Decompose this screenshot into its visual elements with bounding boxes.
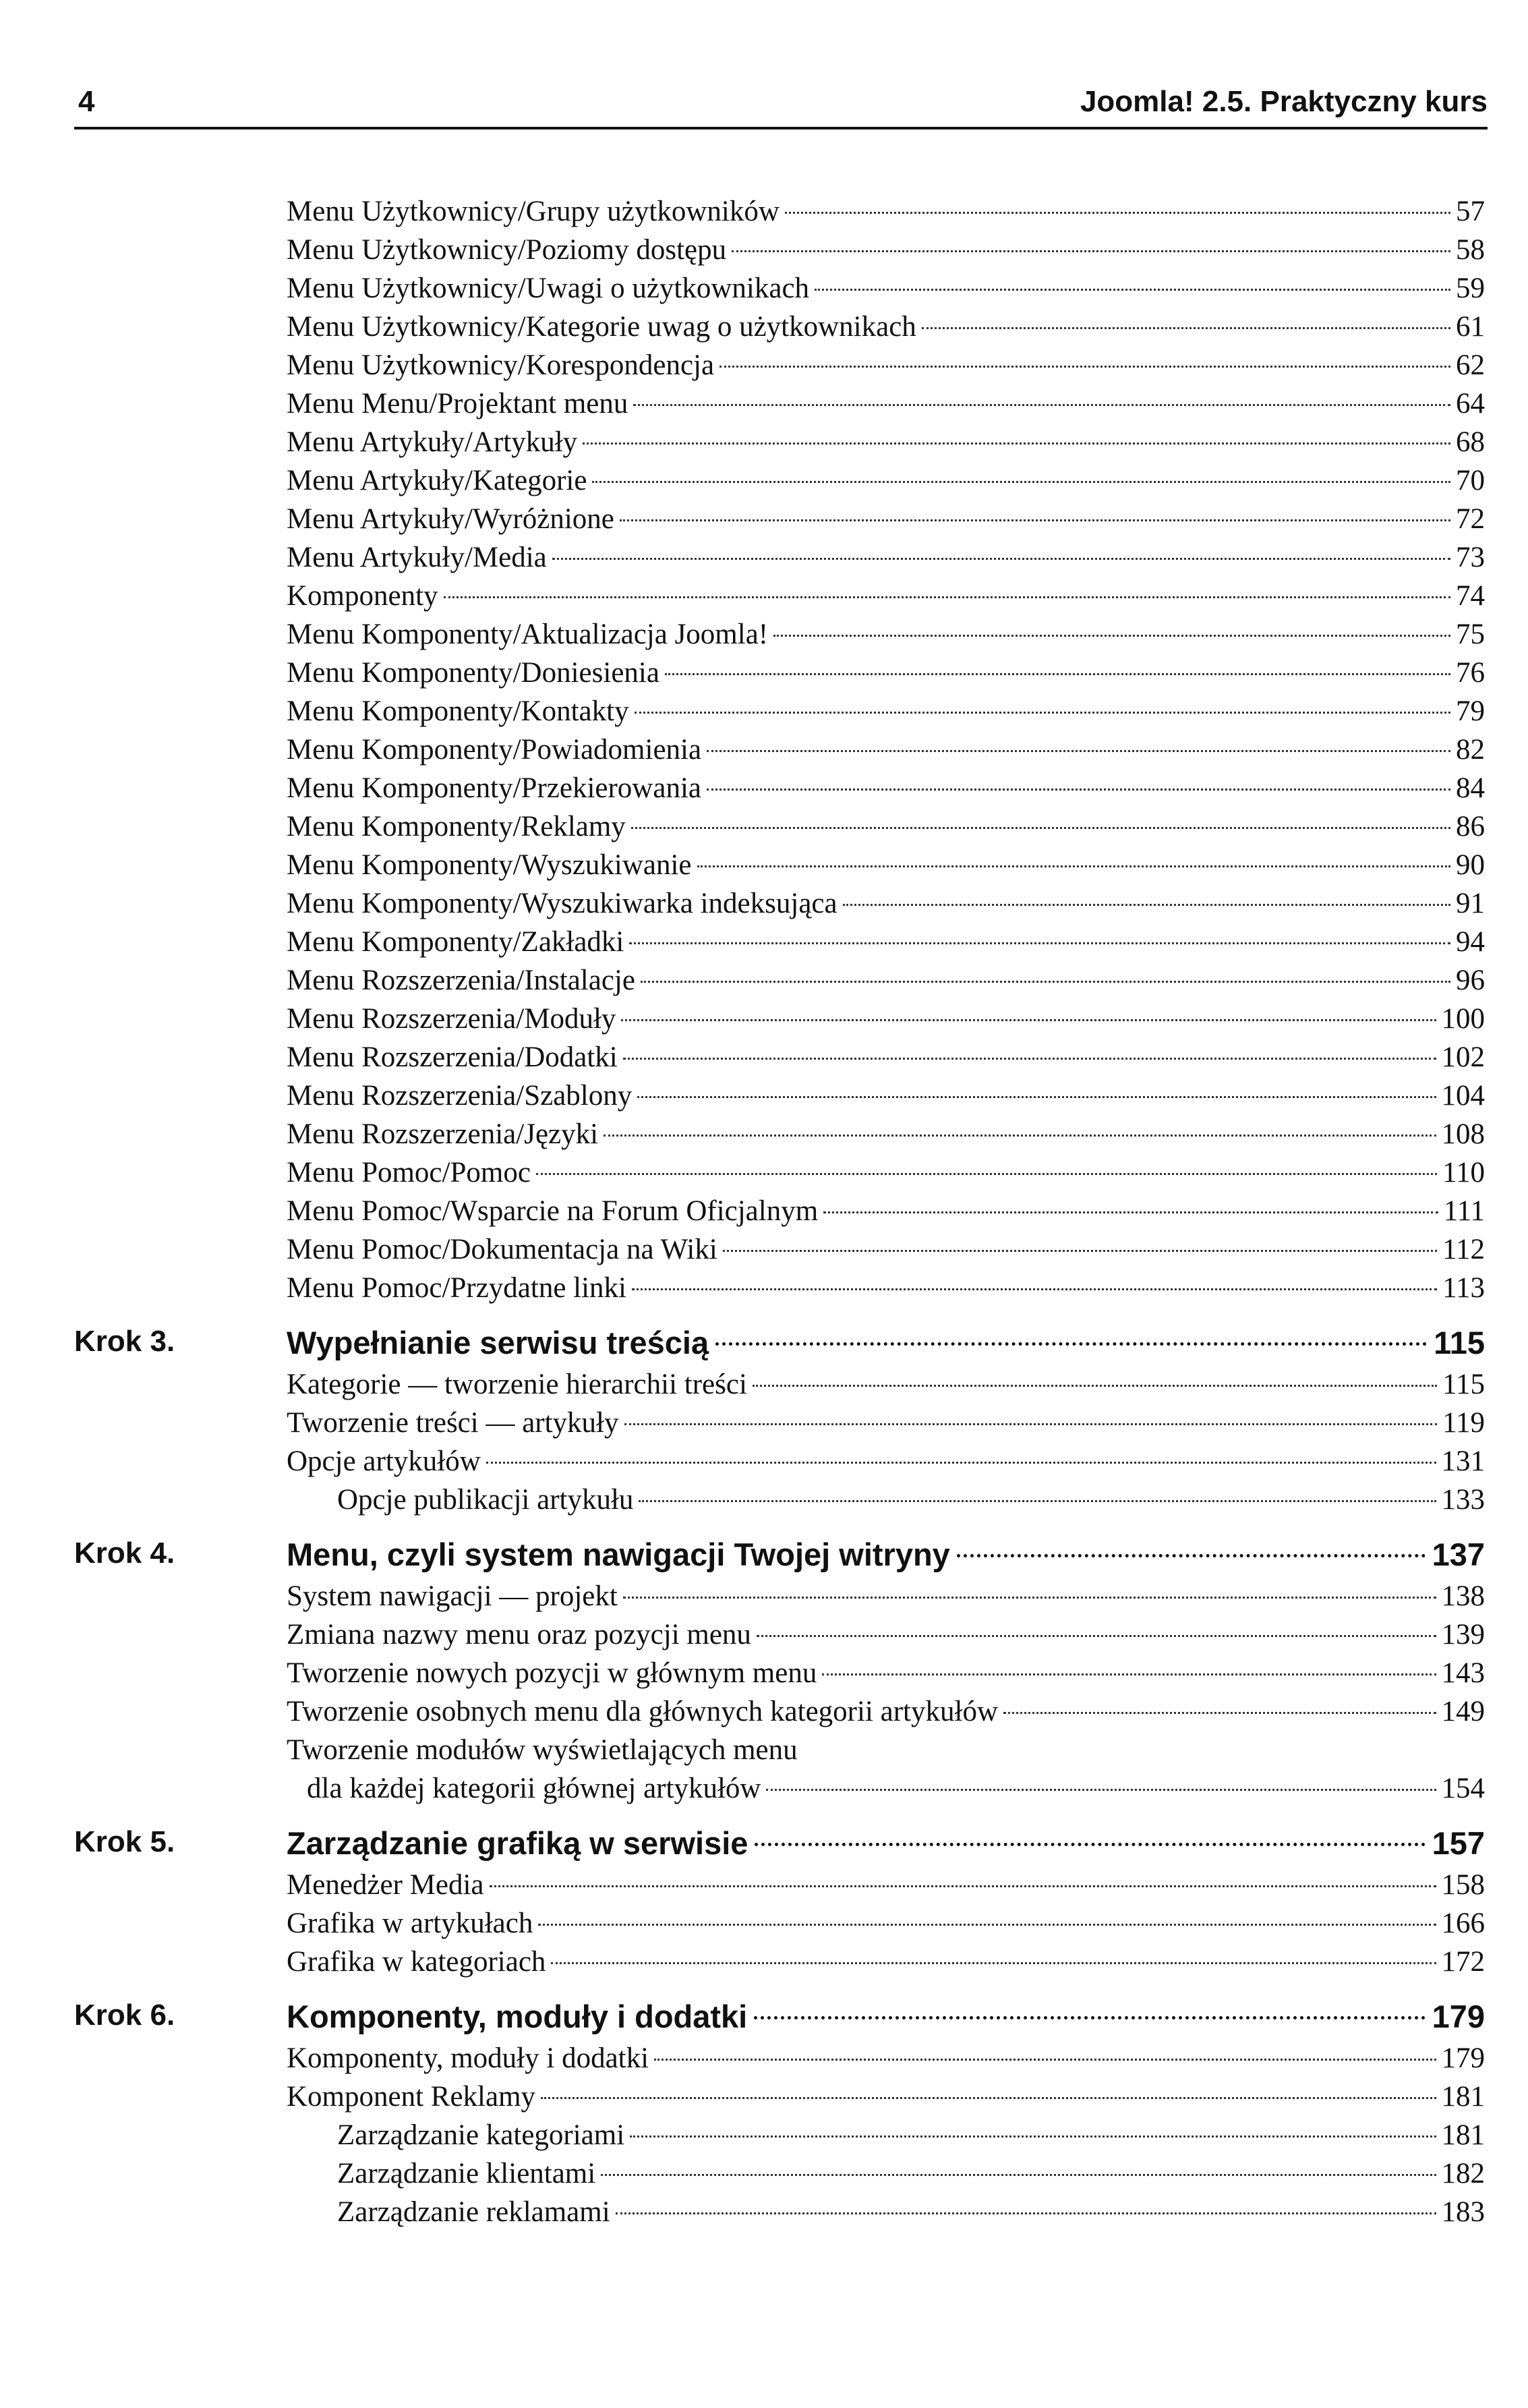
toc-entry-page: 115 [1442, 1369, 1485, 1400]
chapter-heading [0, 1995, 1528, 2039]
toc-entry-title: Menu Rozszerzenia/Szablony [287, 1080, 633, 1112]
dot-leader [621, 1019, 1436, 1021]
toc-entry-title: Menu Komponenty/Reklamy [287, 811, 626, 842]
toc-entry-page: 79 [1456, 695, 1485, 727]
toc-entry-title: Menu Użytkownicy/Kategorie uwag o użytkownikach [287, 311, 916, 343]
toc-entry [0, 730, 1528, 769]
dot-leader [665, 673, 1450, 675]
dot-leader [823, 1211, 1438, 1213]
toc-entry [0, 1230, 1528, 1269]
toc-entry-title: dla każdej kategorii głównej artykułów [307, 1773, 761, 1804]
toc-subentry [0, 2116, 1528, 2154]
toc-entry-title: Menu Komponenty/Aktualizacja Joomla! [287, 619, 769, 650]
dot-leader [623, 1597, 1436, 1599]
toc-entry-title: Komponenty, moduły i dodatki [287, 2042, 649, 2074]
toc-entry [0, 500, 1528, 538]
dot-leader [1003, 1712, 1436, 1714]
toc-entry [0, 1365, 1528, 1404]
toc-entry-title: Zmiana nazwy menu oraz pozycji menu [287, 1619, 751, 1651]
toc-entry-page: 68 [1456, 426, 1485, 458]
toc-entry-page: 110 [1442, 1157, 1485, 1188]
dot-leader [633, 404, 1450, 406]
toc-entry-page: 73 [1456, 542, 1485, 573]
dot-leader [629, 942, 1450, 944]
toc-entry [0, 807, 1528, 846]
toc-entry-title: Komponent Reklamy [287, 2081, 536, 2113]
toc-entry [0, 1192, 1528, 1230]
toc-entry-title: Menu Artykuły/Artykuły [287, 426, 578, 458]
toc-entry [0, 1269, 1528, 1307]
toc-entry-title: Opcje artykułów [287, 1445, 481, 1477]
toc-entry-page: 94 [1456, 926, 1485, 958]
chapter-title: Zarządzanie grafiką w serwisie [287, 1825, 748, 1861]
dot-leader [732, 250, 1450, 252]
toc-entry-page: 112 [1442, 1234, 1485, 1265]
toc-entry-title: Zarządzanie klientami [337, 2158, 596, 2189]
toc-entry-page: 158 [1441, 1869, 1485, 1901]
dot-leader [922, 327, 1450, 329]
toc-entry [0, 308, 1528, 346]
dot-leader [624, 1423, 1438, 1425]
toc-entry-title: Tworzenie osobnych menu dla głównych kategorii artykułów [287, 1696, 998, 1727]
chapter-title: Menu, czyli system nawigacji Twojej witryny [287, 1537, 950, 1572]
dot-leader [641, 981, 1450, 983]
toc-entry-title: Tworzenie nowych pozycji w głównym menu [287, 1657, 817, 1689]
toc-entry-title: Menu Komponenty/Przekierowania [287, 772, 701, 804]
toc-entry-page: 82 [1456, 734, 1485, 766]
dot-leader [707, 750, 1450, 752]
toc-entry-title: Menu Pomoc/Przydatne linki [287, 1272, 626, 1304]
dot-leader [822, 1673, 1436, 1675]
toc-entry [0, 461, 1528, 500]
toc-entry-title: Komponenty [287, 580, 438, 612]
dot-leader [601, 2174, 1436, 2176]
toc-entry-title: Kategorie — tworzenie hierarchii treści [287, 1369, 747, 1400]
toc-entry-title: Menu Artykuły/Media [287, 542, 547, 573]
dot-leader [637, 1096, 1436, 1098]
dot-leader [630, 2135, 1436, 2138]
chapter-heading [0, 1821, 1528, 1866]
toc-entry-page: 154 [1441, 1773, 1485, 1804]
toc-entry-title: Menu Menu/Projektant menu [287, 388, 628, 420]
dot-leader [620, 519, 1450, 521]
toc-entry-page: 133 [1441, 1484, 1485, 1516]
dot-leader [616, 2212, 1436, 2214]
toc-entry [0, 961, 1528, 1000]
dot-leader [766, 1789, 1436, 1791]
table-of-contents [0, 192, 1528, 2231]
toc-entry [0, 1115, 1528, 1153]
toc-entry-title: Menu Komponenty/Powiadomienia [287, 734, 702, 766]
dot-leader [486, 1462, 1436, 1464]
toc-entry [0, 577, 1528, 615]
dot-leader [592, 481, 1450, 483]
toc-entry [0, 1943, 1528, 1981]
toc-entry-title: Tworzenie modułów wyświetlających menu [287, 1734, 798, 1766]
toc-entry-title: Opcje publikacji artykułu [337, 1484, 634, 1516]
chapter-heading [0, 1321, 1528, 1365]
toc-entry-title: Menu Artykuły/Kategorie [287, 465, 587, 496]
dot-leader [773, 635, 1450, 637]
toc-entry [0, 1692, 1528, 1731]
toc-entry [0, 692, 1528, 730]
toc-entry-page: 181 [1441, 2081, 1485, 2113]
toc-entry-page: 119 [1442, 1407, 1485, 1439]
toc-entry [0, 1654, 1528, 1692]
toc-entry-page: 76 [1456, 657, 1485, 689]
toc-entry-title: Menu Artykuły/Wyróżnione [287, 503, 614, 535]
toc-entry-page: 84 [1456, 772, 1485, 804]
toc-entry-page: 143 [1441, 1657, 1485, 1689]
dot-leader [754, 2016, 1425, 2019]
chapter-page: 115 [1434, 1325, 1485, 1360]
toc-entry-page: 172 [1441, 1946, 1485, 1978]
toc-subentry [0, 2154, 1528, 2193]
toc-entry-page: 166 [1441, 1908, 1485, 1939]
toc-entry [0, 1404, 1528, 1442]
toc-entry-page: 113 [1442, 1272, 1485, 1304]
toc-entry [0, 846, 1528, 884]
toc-entry [0, 423, 1528, 461]
toc-entry-page: 59 [1456, 273, 1485, 304]
toc-entry-title: Menu Użytkownicy/Poziomy dostępu [287, 234, 727, 266]
chapter-page: 137 [1432, 1537, 1485, 1572]
toc-entry-title: Menu Pomoc/Dokumentacja na Wiki [287, 1234, 717, 1265]
toc-entry-title: Menu Pomoc/Pomoc [287, 1157, 531, 1188]
toc-entry-page: 70 [1456, 465, 1485, 496]
chapter-page: 157 [1432, 1825, 1485, 1861]
toc-entry [0, 346, 1528, 384]
toc-entry-page: 90 [1456, 849, 1485, 881]
dot-leader [715, 1342, 1427, 1346]
toc-entry-page: 108 [1441, 1118, 1485, 1150]
dot-leader [541, 2097, 1436, 2099]
dot-leader [815, 289, 1450, 291]
toc-entry-page: 96 [1456, 965, 1485, 996]
toc-entry [0, 192, 1528, 231]
toc-entry-title: Menu Rozszerzenia/Dodatki [287, 1041, 618, 1073]
toc-entry-title: Menu Rozszerzenia/Języki [287, 1118, 599, 1150]
toc-entry-title: Grafika w kategoriach [287, 1946, 546, 1978]
toc-entry-title: Zarządzanie reklamami [337, 2196, 610, 2228]
dot-leader [551, 1962, 1436, 1964]
toc-entry [0, 769, 1528, 807]
toc-entry-title: Menu Komponenty/Wyszukiwarka indeksująca [287, 888, 838, 919]
toc-entry-page: 74 [1456, 580, 1485, 612]
dot-leader [723, 1250, 1437, 1252]
toc-entry [0, 615, 1528, 654]
toc-entry-page: 75 [1456, 619, 1485, 650]
page-number: 4 [78, 85, 95, 118]
book-title: Joomla! 2.5. Praktyczny kurs [1080, 85, 1488, 118]
chapter-step-label: Krok 3. [74, 1325, 175, 1358]
chapter-title: Komponenty, moduły i dodatki [287, 1999, 748, 2034]
toc-entry-page: 139 [1441, 1619, 1485, 1651]
toc-entry [0, 1731, 1528, 1769]
chapter-heading [0, 1532, 1528, 1577]
dot-leader [444, 596, 1450, 598]
toc-entry [0, 1615, 1528, 1654]
toc-entry-title: Menu Komponenty/Wyszukiwanie [287, 849, 692, 881]
toc-entry-title: Menu Rozszerzenia/Moduły [287, 1003, 616, 1035]
toc-entry-page: 61 [1456, 311, 1485, 343]
toc-entry [0, 1038, 1528, 1077]
toc-entry-title: System nawigacji — projekt [287, 1580, 618, 1612]
dot-leader [604, 1135, 1436, 1137]
toc-entry-title: Menu Pomoc/Wsparcie na Forum Oficjalnym [287, 1195, 819, 1227]
chapter-step-label: Krok 4. [74, 1537, 175, 1570]
toc-entry [0, 231, 1528, 269]
toc-entry [0, 1153, 1528, 1192]
dot-leader [753, 1385, 1437, 1387]
toc-entry-page: 182 [1441, 2158, 1485, 2189]
dot-leader [654, 2059, 1436, 2061]
toc-entry-title: Grafika w artykułach [287, 1908, 533, 1939]
toc-entry-page: 102 [1441, 1041, 1485, 1073]
dot-leader [957, 1554, 1426, 1557]
dot-leader [755, 1843, 1425, 1846]
dot-leader [639, 1500, 1436, 1502]
dot-leader [631, 827, 1450, 829]
toc-entry [0, 2039, 1528, 2077]
chapter-step-label: Krok 5. [74, 1825, 175, 1858]
toc-entry-page: 58 [1456, 234, 1485, 266]
toc-subentry [0, 1481, 1528, 1519]
toc-entry-title: Menu Użytkownicy/Korespondencja [287, 349, 715, 381]
toc-entry-title: Tworzenie treści — artykuły [287, 1407, 619, 1439]
dot-leader [707, 789, 1450, 791]
dot-leader [538, 1924, 1436, 1926]
toc-entry-page: 64 [1456, 388, 1485, 420]
toc-entry-continuation [0, 1769, 1528, 1808]
toc-entry [0, 538, 1528, 577]
toc-entry [0, 923, 1528, 961]
toc-entry-title: Menu Użytkownicy/Grupy użytkowników [287, 196, 780, 227]
toc-entry-title: Menu Komponenty/Zakładki [287, 926, 624, 958]
toc-entry-title: Menu Komponenty/Doniesienia [287, 657, 659, 689]
toc-entry-page: 100 [1441, 1003, 1485, 1035]
dot-leader [757, 1635, 1436, 1637]
page-header [74, 80, 1488, 130]
dot-leader [632, 1288, 1437, 1290]
toc-entry-page: 179 [1441, 2042, 1485, 2074]
toc-entry [0, 1442, 1528, 1481]
toc-entry [0, 1904, 1528, 1943]
toc-entry-page: 57 [1456, 196, 1485, 227]
dot-leader [635, 712, 1450, 714]
dot-leader [843, 904, 1450, 906]
dot-leader [490, 1885, 1436, 1887]
toc-entry [0, 1866, 1528, 1904]
dot-leader [719, 366, 1450, 368]
toc-entry [0, 884, 1528, 923]
toc-entry [0, 654, 1528, 692]
toc-entry-page: 183 [1441, 2196, 1485, 2228]
toc-entry [0, 384, 1528, 423]
toc-entry-page: 138 [1441, 1580, 1485, 1612]
toc-entry-page: 181 [1441, 2119, 1485, 2151]
toc-entry-page: 149 [1441, 1696, 1485, 1727]
dot-leader [623, 1058, 1436, 1060]
toc-entry [0, 1000, 1528, 1038]
dot-leader [785, 212, 1450, 214]
dot-leader [536, 1173, 1437, 1175]
toc-entry-page: 104 [1441, 1080, 1485, 1112]
toc-entry [0, 2077, 1528, 2116]
dot-leader [697, 865, 1451, 867]
toc-entry-title: Zarządzanie kategoriami [337, 2119, 625, 2151]
toc-entry [0, 1577, 1528, 1615]
chapter-title: Wypełnianie serwisu treścią [287, 1325, 709, 1360]
chapter-page: 179 [1432, 1999, 1485, 2034]
toc-entry-title: Menu Użytkownicy/Uwagi o użytkownikach [287, 273, 810, 304]
chapter-step-label: Krok 6. [74, 1999, 175, 2032]
dot-leader [552, 558, 1450, 560]
toc-subentry [0, 2193, 1528, 2231]
toc-entry [0, 1077, 1528, 1115]
toc-entry-page: 131 [1441, 1445, 1485, 1477]
toc-entry-title: Menu Rozszerzenia/Instalacje [287, 965, 635, 996]
toc-entry [0, 269, 1528, 308]
toc-entry-page: 86 [1456, 811, 1485, 842]
dot-leader [583, 442, 1450, 445]
toc-entry-page: 72 [1456, 503, 1485, 535]
toc-entry-page: 91 [1456, 888, 1485, 919]
toc-entry-page: 62 [1456, 349, 1485, 381]
toc-entry-title: Menedżer Media [287, 1869, 484, 1901]
toc-entry-title: Menu Komponenty/Kontakty [287, 695, 629, 727]
toc-entry-page: 111 [1443, 1195, 1485, 1227]
